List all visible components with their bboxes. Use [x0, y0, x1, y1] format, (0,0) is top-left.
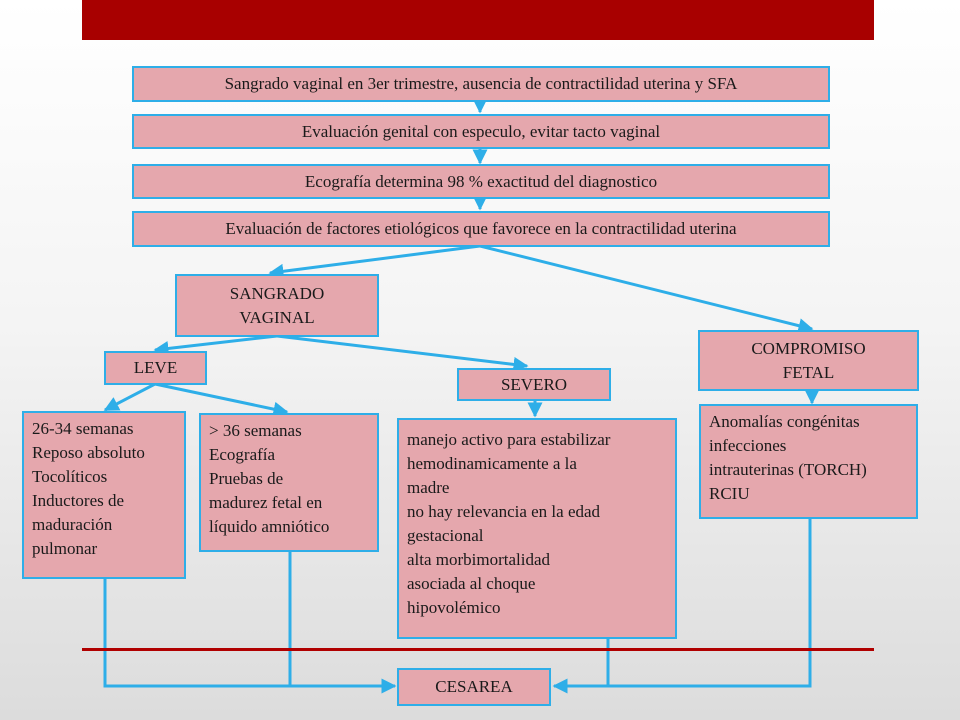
- leve-label: LEVE: [133, 358, 178, 377]
- detail-line: Tocolíticos: [32, 467, 108, 486]
- detail-line: infecciones: [709, 436, 787, 455]
- sangrado-label-line: SANGRADO: [229, 283, 325, 303]
- detail-line: gestacional: [407, 526, 484, 545]
- compromiso-fetal-box: [698, 330, 919, 391]
- step-bleeding-box: [132, 66, 830, 102]
- detail-line: Inductores de: [32, 491, 125, 510]
- detail-line: madre: [407, 478, 450, 497]
- arrow-sangrado-severo: [277, 336, 527, 366]
- arrow-step4-compromiso: [480, 246, 812, 329]
- detail-line: > 36 semanas: [209, 421, 302, 440]
- detail-line: no hay relevancia en la edad: [407, 502, 601, 521]
- step-ultrasound-text: Ecografía determina 98 % exactitud del diagnostico: [304, 171, 658, 191]
- arrow-sangrado-leve: [155, 336, 277, 350]
- step-bleeding-text: Sangrado vaginal en 3er trimestre, ausencia de contractilidad uterina y SFA: [224, 74, 738, 93]
- detail-line: RCIU: [709, 484, 750, 503]
- leve-box: [104, 351, 207, 385]
- detail-line: líquido amniótico: [209, 517, 330, 536]
- arrow-leve-late: [155, 384, 287, 412]
- detail-line: pulmonar: [32, 539, 98, 558]
- step-etiology-text: Evaluación de factores etiológicos que favorece en la contractilidad uterina: [225, 219, 737, 238]
- arrow-step4-sangrado: [270, 246, 480, 273]
- step-ultrasound-box: [132, 164, 830, 199]
- detail-line: 26-34 semanas: [32, 419, 134, 438]
- detail-line: Reposo absoluto: [32, 443, 145, 462]
- cesarea-label: CESAREA: [435, 677, 513, 696]
- detail-line: asociada al choque: [407, 574, 536, 593]
- detail-line: hemodinamicamente a la: [407, 454, 577, 473]
- step-genital-eval-text: Evaluación genital con especulo, evitar tacto vaginal: [301, 121, 661, 141]
- bottom-divider: [82, 648, 874, 651]
- sangrado-label-line: VAGINAL: [239, 307, 315, 327]
- detail-line: maduración: [32, 515, 113, 534]
- detail-line: Anomalías congénitas: [709, 412, 860, 431]
- severo-detail-box: [397, 418, 677, 639]
- arrow-leve-early: [105, 384, 155, 410]
- leve-early-detail-box: [22, 411, 186, 579]
- detail-line: madurez fetal en: [209, 493, 323, 512]
- connector-early-cesarea: [105, 578, 395, 686]
- compromiso-detail-box: [699, 404, 918, 519]
- compromiso-label-line: COMPROMISO: [751, 338, 866, 358]
- detail-line: manejo activo para estabilizar: [407, 430, 611, 449]
- step-etiology-box: [132, 211, 830, 247]
- step-genital-eval-box: [132, 114, 830, 149]
- cesarea-box: [397, 668, 551, 706]
- severo-box: [457, 368, 611, 401]
- detail-line: Ecografía: [209, 445, 276, 464]
- leve-late-detail-box: [199, 413, 379, 552]
- severo-label: SEVERO: [500, 374, 568, 394]
- detail-line: hipovolémico: [407, 598, 501, 617]
- detail-line: Pruebas de: [209, 469, 284, 488]
- sangrado-vaginal-box: [175, 274, 379, 337]
- detail-line: alta morbimortalidad: [407, 550, 551, 569]
- compromiso-label-line: FETAL: [782, 362, 835, 382]
- detail-line: intrauterinas (TORCH): [709, 460, 867, 479]
